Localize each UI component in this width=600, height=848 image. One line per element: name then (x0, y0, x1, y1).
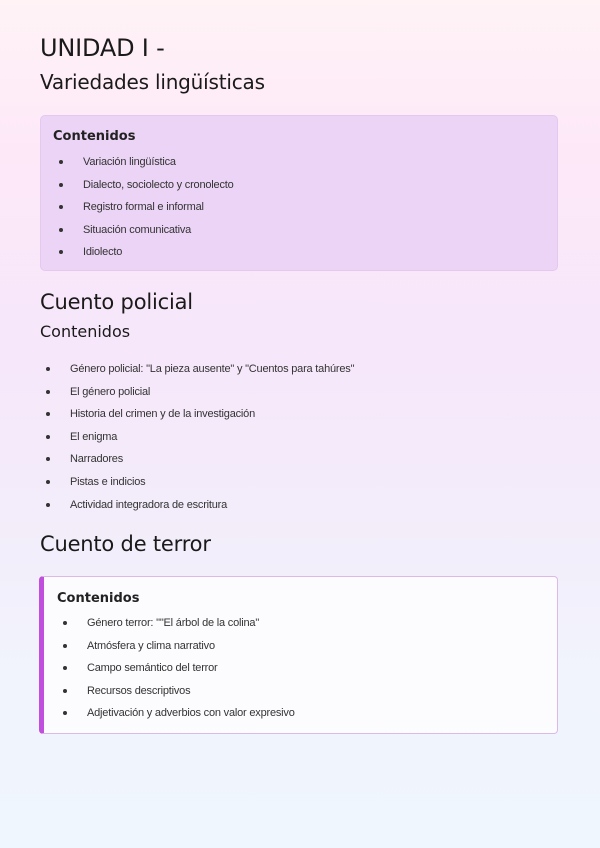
list-item-text: Idiolecto (83, 246, 123, 259)
list-item-text: El enigma (70, 430, 118, 443)
bullet-icon (63, 621, 67, 625)
unit-contents-list (53, 154, 234, 267)
unit-title: UNIDAD I - (40, 34, 165, 62)
bullet-icon (59, 228, 63, 232)
list-item (53, 199, 234, 222)
card-title: Contenidos (53, 129, 136, 144)
terror-contents-list (57, 615, 295, 728)
terror-contents-card (39, 576, 558, 734)
list-item (53, 154, 234, 177)
list-item-text: Actividad integradora de escritura (70, 498, 228, 511)
bullet-icon (46, 457, 50, 461)
list-item-text: Narradores (70, 453, 124, 466)
bullet-icon (46, 503, 50, 507)
bullet-icon (63, 711, 67, 715)
bullet-icon (63, 666, 67, 670)
list-item (40, 497, 354, 520)
list-item-text: Historia del crimen y de la investigación (70, 408, 255, 421)
bullet-icon (46, 480, 50, 484)
card-title: Contenidos (57, 591, 140, 606)
list-item (57, 615, 295, 638)
list-item (40, 429, 354, 452)
bullet-icon (63, 644, 67, 648)
unit-subtitle: Variedades lingüísticas (40, 70, 265, 94)
bullet-icon (63, 689, 67, 693)
policial-section-subtitle: Contenidos (40, 322, 131, 341)
list-item (57, 660, 295, 683)
list-item (57, 705, 295, 728)
list-item-text: Campo semántico del terror (87, 662, 218, 675)
list-item (57, 683, 295, 706)
list-item (53, 177, 234, 200)
unit-contents-card (40, 115, 558, 271)
bullet-icon (59, 250, 63, 254)
list-item (53, 244, 234, 267)
bullet-icon (46, 412, 50, 416)
bullet-icon (59, 205, 63, 209)
list-item (40, 361, 354, 384)
list-item (40, 384, 354, 407)
list-item-text: Recursos descriptivos (87, 684, 191, 697)
list-item-text: Atmósfera y clima narrativo (87, 639, 215, 652)
list-item-text: Adjetivación y adverbios con valor expresivo (87, 707, 295, 720)
bullet-icon (46, 435, 50, 439)
list-item-text: Género terror: ""El árbol de la colina" (87, 617, 260, 629)
list-item-text: Género policial: "La pieza ausente" y "Cuentos para tahúres" (70, 363, 355, 375)
list-item-text: Registro formal e informal (83, 201, 204, 214)
list-item (40, 406, 354, 429)
bullet-icon (46, 367, 50, 371)
list-item-text: El género policial (70, 385, 151, 398)
list-item-text: Pistas e indicios (70, 475, 146, 488)
list-item (57, 638, 295, 661)
terror-section-title: Cuento de terror (40, 532, 211, 556)
bullet-icon (46, 390, 50, 394)
list-item (40, 474, 354, 497)
bullet-icon (59, 160, 63, 164)
policial-section-title: Cuento policial (40, 290, 193, 314)
list-item-text: Variación lingüística (83, 156, 176, 168)
policial-contents-list (40, 361, 354, 519)
list-item (53, 222, 234, 245)
bullet-icon (59, 183, 63, 187)
list-item-text: Dialecto, sociolecto y cronolecto (83, 178, 234, 191)
list-item (40, 451, 354, 474)
list-item-text: Situación comunicativa (83, 223, 192, 236)
